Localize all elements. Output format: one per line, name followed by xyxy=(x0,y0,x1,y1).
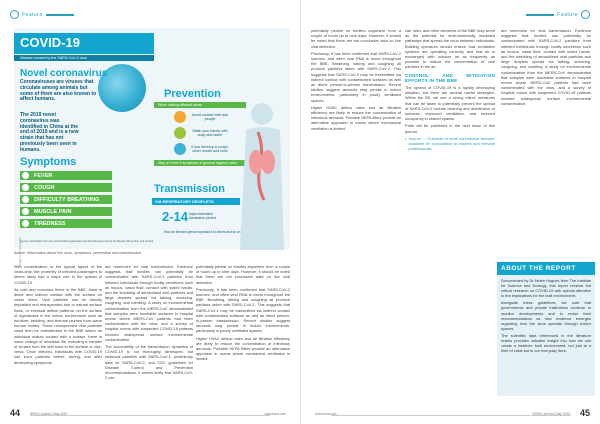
incubation-days: 2-14 xyxy=(162,209,189,224)
reference-bullet xyxy=(405,136,495,152)
body-column-1 xyxy=(311,28,401,396)
body-column-2 xyxy=(105,264,193,396)
paragraph: The scientific data referenced in the literature review provides valuable insight into how we can create a healthier built environment, not just at a time of crisis but in our everyday lives. xyxy=(501,332,591,354)
paragraph: Alongside these guidelines, we note that governments and private institutions continue to monitor developments and to revise their recommendations as new evidence emerges regarding how the virus spreads through indoor spaces. xyxy=(501,300,591,331)
prevention-title: Prevention xyxy=(164,88,221,100)
novel-text: Coronaviruses are viruses that circulate among animals but some of them are also known to affect humans. xyxy=(20,79,97,103)
symptom-fever xyxy=(20,171,112,180)
infographic-banner-title: COVID-19 xyxy=(14,33,154,54)
symptom-tiredness xyxy=(20,219,112,228)
hand-wash-icon xyxy=(174,127,186,139)
about-the-report-box xyxy=(497,262,595,396)
feature-label: Feature xyxy=(557,11,578,18)
body-column-2 xyxy=(405,28,495,396)
paragraph: can, later, and other elements of the BBE may serve as the potential for environmentally mediated pathways that spread the virus between individuals. Building operators should ensure that ventilation systems are operating correctly and that air is exchanged with outdoor air as frequently as possible to reduce the concentration of viral particles in the air. xyxy=(405,28,495,70)
symptom-label: DIFFICULTY BREATHING xyxy=(34,196,100,203)
prevention-top-bar: When visiting affected areas xyxy=(154,102,246,108)
transmission-foot: How an infected person spreads it to others and so on xyxy=(164,230,241,234)
symptoms-title: Symptoms xyxy=(20,156,77,168)
prevention-item: Wash your hands with soap and water xyxy=(192,129,228,137)
feature-header-right xyxy=(526,10,590,19)
cough-cover-icon xyxy=(174,143,186,155)
infographic-banner-sub: Disease caused by the SARS-CoV-2 virus xyxy=(14,55,154,61)
footer-meta-left: BSRIA Journal | May 2020 xyxy=(30,412,68,416)
tired-icon xyxy=(22,220,29,227)
paragraph: Previously, it has been confirmed that SARS-CoV-2 sources, and often viral RNA is found throughout the BBE. Breathing, talking and coughing all produce particles laden with SARS-CoV-2. This suggests that SARS-CoV-2 may be transmitted via indirect contact with contaminated surfaces as well as direct person-to-person transmission. Recent studies suggest aerosols may persist in indoor environments, particularly in poorly ventilated spaces. xyxy=(311,50,401,103)
paragraph: The spread of COVID-19 is a rapidly developing situation, but there are several useful strategies. Within the BE, we see a strong effect: measures that can be taken to potentially prevent the spread of SARS-CoV-2 include cleaning and disinfection of surfaces, improved ventilation, and reduced occupancy in shared spaces. xyxy=(405,85,495,122)
prevention-item: If you develop a cough, cover mouth and nose xyxy=(191,145,229,153)
page-number-left: 44 xyxy=(10,408,21,418)
muscle-icon xyxy=(22,208,29,215)
symptom-label: MUSCLE PAIN xyxy=(34,208,72,215)
infographic-source: Source: information from the world health organisation and the European Centre for Disease Prevention and Control xyxy=(20,240,154,243)
feature-label: Feature xyxy=(22,11,43,18)
figure-caption: Above: Information about the virus, symptoms, prevention and transmission xyxy=(14,251,141,255)
paragraph: The survivability of the transmission dynamics of COVID-19 is not thoroughly developed, but historical parallels with SARS-CoV-1, preliminary data on SARS-CoV-2, and CDC guidelines for Disease Control and Prevention recommendations, it seems likely that SARS-CoV-2 can xyxy=(105,344,193,381)
symptom-label: TIREDNESS xyxy=(34,220,66,227)
footer-url-left[interactable]: www.bsria.com xyxy=(264,412,286,416)
symptom-label: FEVER xyxy=(34,172,53,179)
reference-link[interactable]: Source: ... Outbreak of novel coronavirus disease. Available for consultation to readers and relevant professionals. xyxy=(408,135,495,152)
body-column-3 xyxy=(196,264,290,396)
paragraph: As cold and norovirus thrive in the BBE, there is direct and indirect contact with the surface on cruise liners. Viral particles can be directly deposited and resuspended due to natural surface flows, or eventual airflow patterns, on the surface of hyphaloses in the indoor environment such as furniture, bedding, and thermal plumes from warm human bodies. These resuspended viral particles could then be redistributed in the BBE where an individual makes contact with a surface, there is some change of microbial life, including a transfer of viruses from the skin back to the surface or vice-versa. Once infected, individuals with COVID-19 can incur particles before, during, and after developing symptoms. xyxy=(14,286,102,365)
paragraph: potentially persist on fomites anywhere from a couple of hours up to nine days. However, it should be noted that there are not conclusive data on live viral detection. xyxy=(311,28,401,49)
page-number-right: 45 xyxy=(579,408,590,418)
feature-header-left xyxy=(10,10,74,19)
prevention-item: Avoid contact with sick people xyxy=(191,113,229,121)
footer-meta-right: BSRIA Journal | May 2020 xyxy=(532,412,570,416)
symptom-cough xyxy=(20,183,112,192)
lungs-icon xyxy=(22,196,29,203)
right-page xyxy=(300,0,600,424)
incubation-sub: days estimated incubation period xyxy=(189,212,216,220)
feature-circle-icon xyxy=(581,10,590,19)
footer-url-right[interactable]: www.bsria.com xyxy=(315,412,337,416)
paragraph: Higher HVAC airflow rates and air filtration efficiency are likely to reduce the concentration of infectious aerosols. Portable HEPA filters provide an alternative approach in rooms where mechanical ventilation is limited. xyxy=(311,104,401,131)
symptom-muscle-pain xyxy=(20,207,112,216)
paragraph: With consideration to the typical layout of the cross-ship, the proximity of infected passengers to others likely had a major role in the spread of COVID-19. xyxy=(14,264,102,285)
paragraph: Higher HVAC airflow rates and air filtration efficiency are likely to reduce the concentration of infectious aerosols. Portable HEPA filters provide an alternative approach in rooms where mechanical ventilation is limited. xyxy=(196,335,290,362)
thermometer-icon xyxy=(22,172,29,179)
about-title: ABOUT THE REPORT xyxy=(497,262,595,275)
body-column-3 xyxy=(501,28,591,258)
novel-text-2: The 2019 novel coronavirus was identified in China at the end of 2019 and is a new strain that has not previously been seen in humans. xyxy=(20,112,79,153)
feature-rule xyxy=(46,14,74,16)
transmission-title: Transmission xyxy=(154,183,225,195)
bullet-icon: • xyxy=(405,135,407,141)
human-silhouette-icon xyxy=(228,100,286,250)
paragraph: are reservoirs for viral transmission. Evidence suggests that fomites can potentially be contaminated with SARS-CoV-2 particles from infected individuals through bodily secretions such as mucus, nasal fluid, contact with soiled hands, and the shedding of aerosolised viral particles and large droplets spread via talking, sneezing, coughing, and vomiting. A study on environmental contamination from the MERS-CoV demonstrated that samples were touchable surfaces in hospital rooms where MERS-CoV patients had been contaminated with the virus, and a survey of hospital rooms with suspected COVID-19 patients showed widespread surface environmental contamination. xyxy=(501,28,591,106)
paragraph: Documented by Dr Helen Hughes from The Institute for Science and Ecology, this report reviews the critical research on COVID-19 with special attention to the implications for the built environment. xyxy=(501,278,591,299)
novel-coronavirus-title: Novel coronavirus xyxy=(20,68,108,79)
paragraph: Previously, it has been confirmed that SARS-CoV-2 sources, and often viral RNA is found throughout the BBE. Breathing, talking and coughing all produce particles laden with SARS-CoV-2. This suggests that SARS-CoV-2 may be transmitted via indirect contact with contaminated surfaces as well as direct person-to-person transmission. Recent studies suggest aerosols may persist in indoor environments, particularly in poorly ventilated spaces. xyxy=(196,286,290,334)
paragraph: Parts will be published in the next issue of this journal. xyxy=(405,123,495,134)
avoid-contact-icon xyxy=(174,111,186,123)
symptom-breathing xyxy=(20,195,112,204)
paragraph: potentially persist on fomites anywhere from a couple of hours up to nine days. However, it should be noted that there are not conclusive data on live viral detection. xyxy=(196,264,290,285)
feature-rule xyxy=(526,14,554,16)
transmission-bar: VIA RESPIRATORY DROPLETS xyxy=(152,198,240,205)
feature-circle-icon xyxy=(10,10,19,19)
section-heading: CONTROL AND MITIGATION EFFORTS IN THE BBE xyxy=(405,72,495,83)
cough-icon xyxy=(22,184,29,191)
image-credit: Image from infographic xyxy=(18,237,22,266)
paragraph: are reservoirs for viral transmission. Evidence suggests that fomites can potentially be contaminated with SARS-CoV-2 particles from infected individuals through bodily secretions such as mucus, nasal fluid, contact with soiled hands, and the shedding of aerosolised viral particles and large droplets spread via talking, sneezing, coughing, and vomiting. A study on environmental contamination from the MERS-CoV demonstrated that samples were touchable surfaces in hospital rooms where MERS-CoV patients had been contaminated with the virus, and a survey of hospital rooms with suspected COVID-19 patients showed widespread surface environmental contamination. xyxy=(105,264,193,342)
body-column-1 xyxy=(14,264,102,396)
symptom-label: COUGH xyxy=(34,184,55,191)
prevention-bottom-bar: Stay at home if symptoms of general hygiene rules xyxy=(154,160,254,166)
